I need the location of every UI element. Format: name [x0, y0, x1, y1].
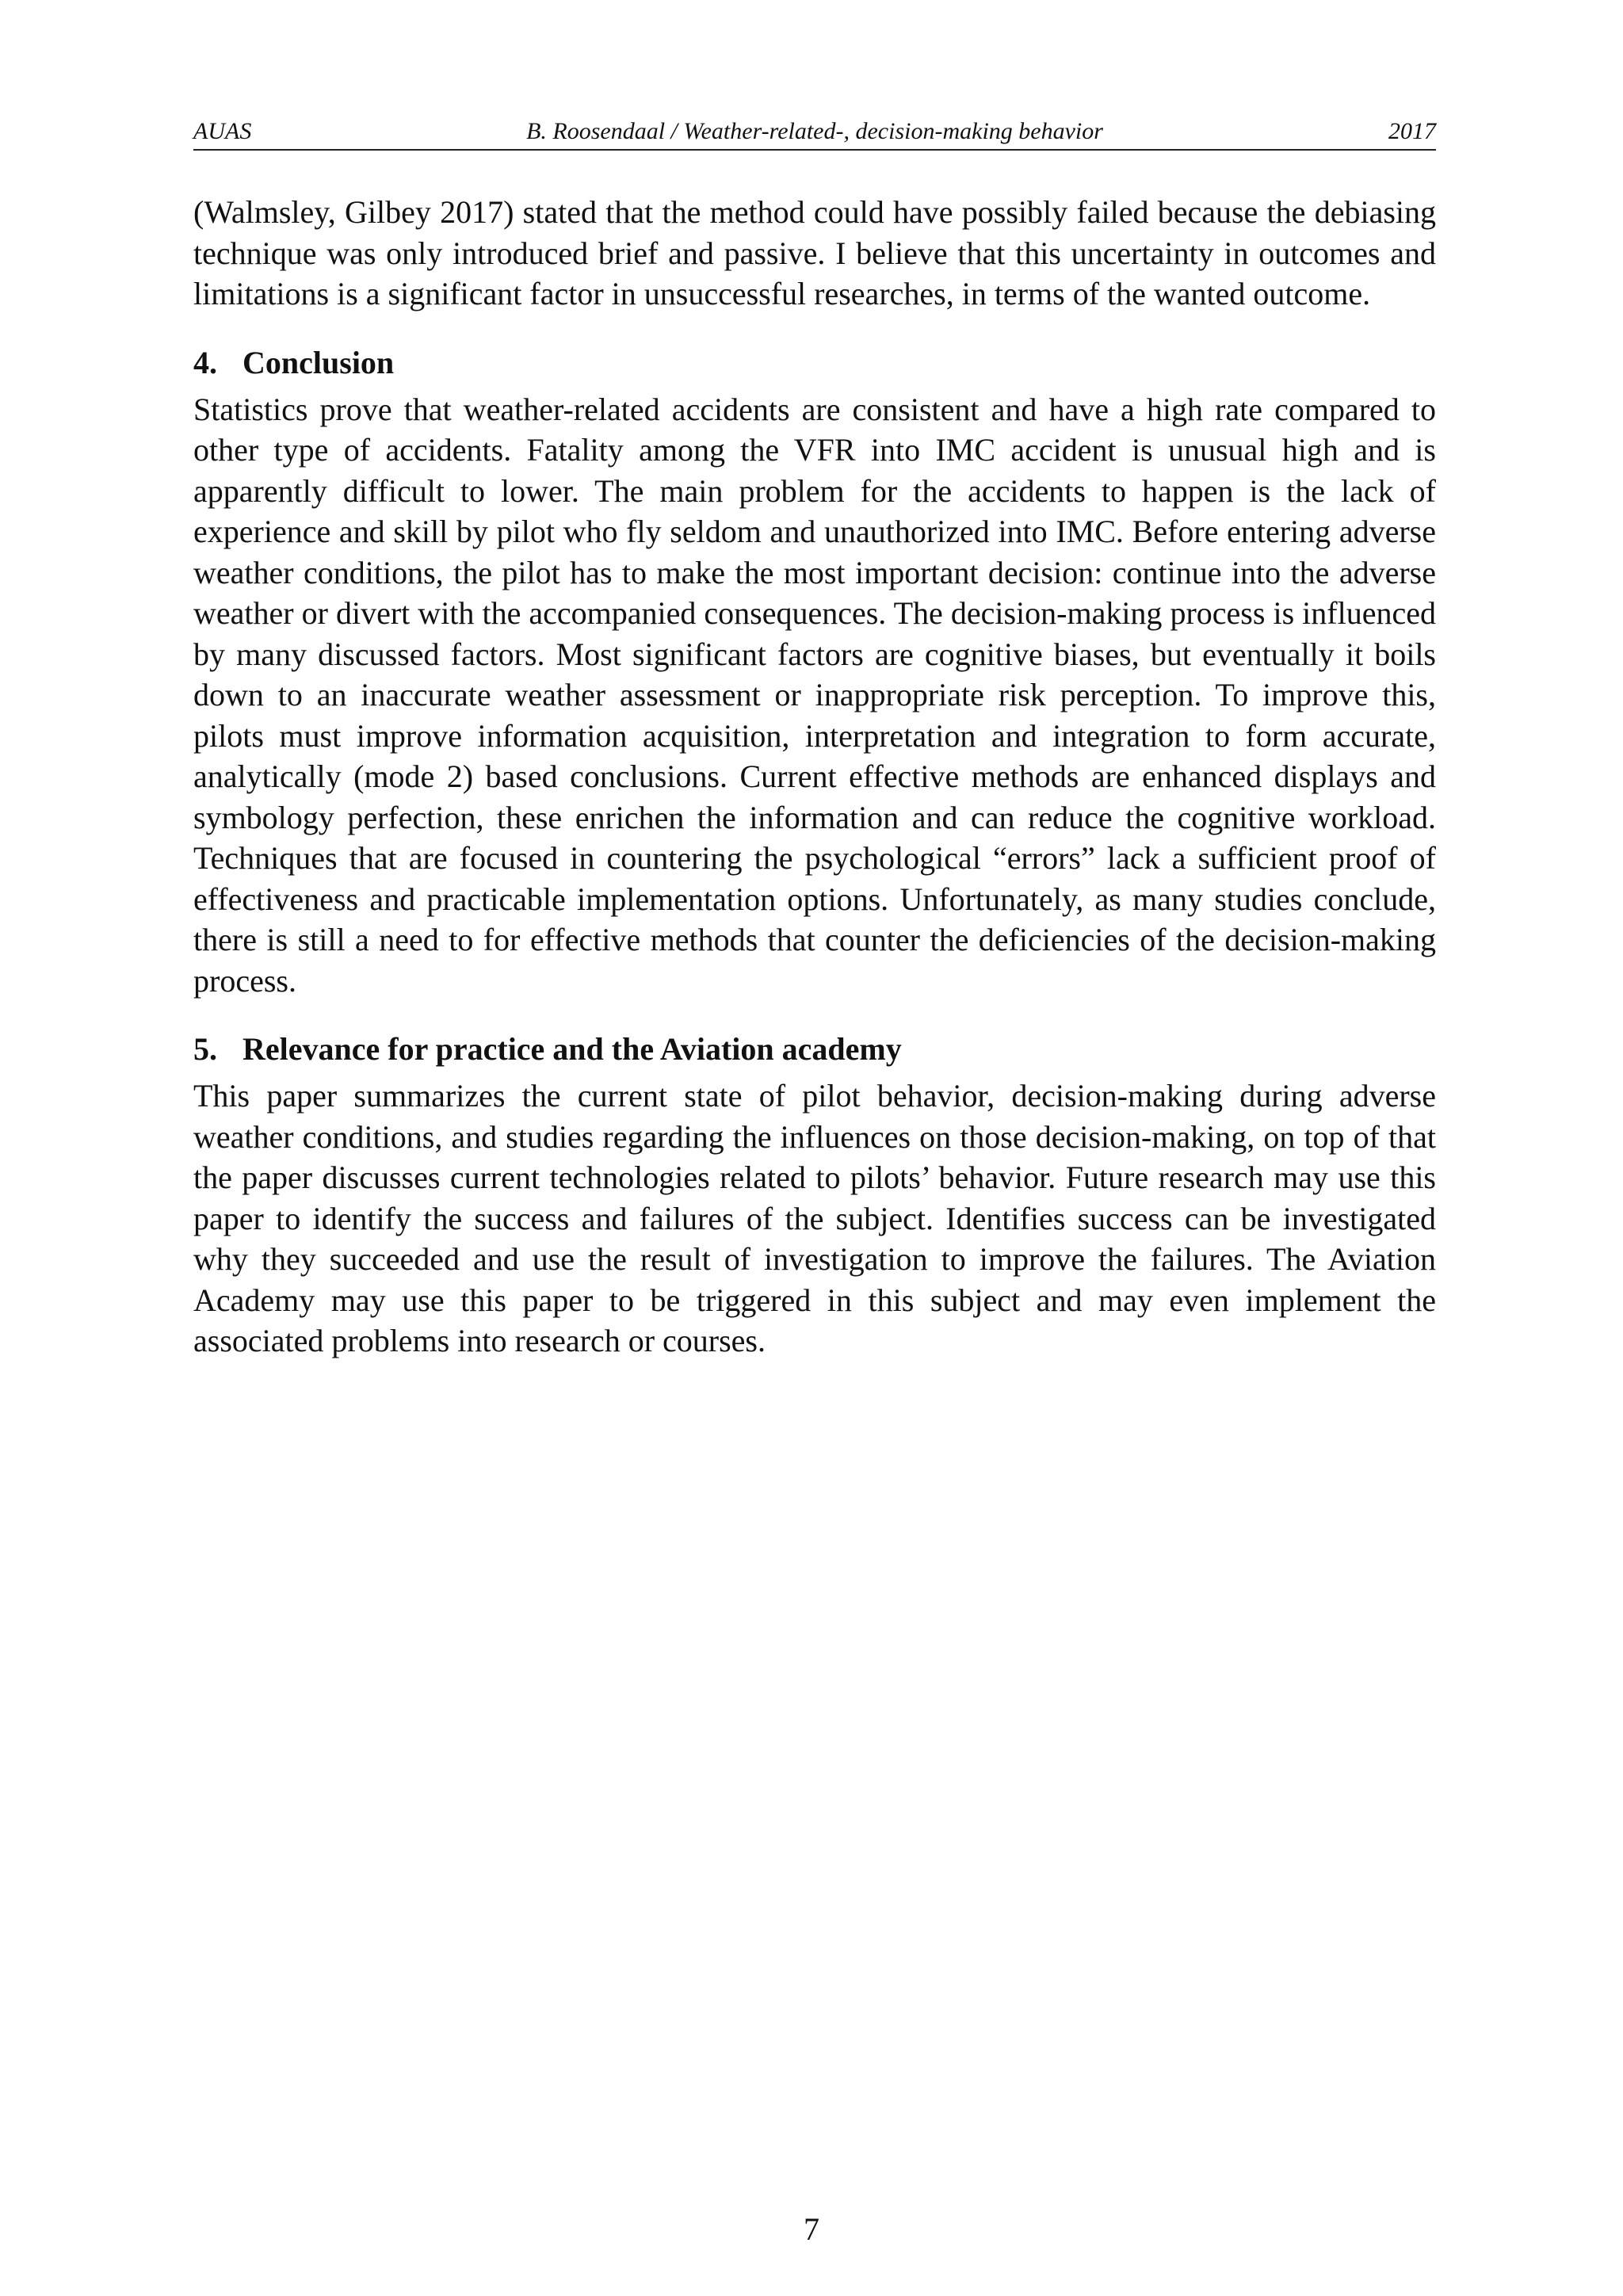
section-heading-conclusion: [193, 343, 1436, 383]
header-year: 2017: [1388, 118, 1436, 144]
section-number: 5.: [193, 1031, 217, 1067]
header-author-title: B. Roosendaal / Weather-related-, decision-making behavior: [526, 118, 1103, 144]
section-title: Conclusion: [242, 344, 395, 380]
running-header: [193, 113, 1436, 151]
header-institution: AUAS: [193, 118, 252, 144]
section-title: Relevance for practice and the Aviation academy: [242, 1031, 902, 1067]
section-number: 4.: [193, 344, 217, 380]
conclusion-paragraph: Statistics prove that weather-related accidents are consistent and have a high rate compared to other type of accidents. Fatality among the VFR into IMC accident is unusual high and is apparently difficult to lower. The main problem for the accidents to happen is the lack of experience and skill by pilot who fly seldom and unauthorized into IMC. Before entering adverse weather conditions, the pilot has to make the most important decision: continue into the adverse weather or divert with the accompanied consequences. The decision-making process is influenced by many discussed factors. Most significant factors are cognitive biases, but eventually it boils down to an inaccurate weather assessment or inappropriate risk perception. To improve this, pilots must improve information acquisition, interpretation and integration to form accurate, analytically (mode 2) based conclusions. Current effective methods are enhanced displays and symbology perfection, these enrichen the information and can reduce the cognitive workload. Techniques that are focused in countering the psychological “errors” lack a sufficient proof of effectiveness and practicable implementation options. Unfortunately, as many studies conclude, there is still a need to for effective methods that counter the deficiencies of the decision-making process.: [193, 391, 1436, 999]
page-body: [193, 192, 1436, 1362]
section-heading-relevance: [193, 1030, 1436, 1069]
relevance-paragraph: This paper summarizes the current state of pilot behavior, decision-making during adverse weather conditions, and studies regarding the influences on those decision-making, on top of that the paper discusses current technologies related to pilots’ behavior. Future research may use this paper to identify the success and failures of the subject. Identifies success can be investigated why they succeeded and use the result of investigation to improve the failures. The Aviation Academy may use this paper to be triggered in this subject and may even implement the associated problems into research or courses.: [193, 1078, 1436, 1358]
page-number: 7: [804, 2211, 819, 2247]
intro-paragraph: (Walmsley, Gilbey 2017) stated that the method could have possibly failed because the debiasing technique was only introduced brief and passive. I believe that this uncertainty in outcomes and limitations is a significant factor in unsuccessful researches, in terms of the wanted outcome.: [193, 194, 1436, 311]
